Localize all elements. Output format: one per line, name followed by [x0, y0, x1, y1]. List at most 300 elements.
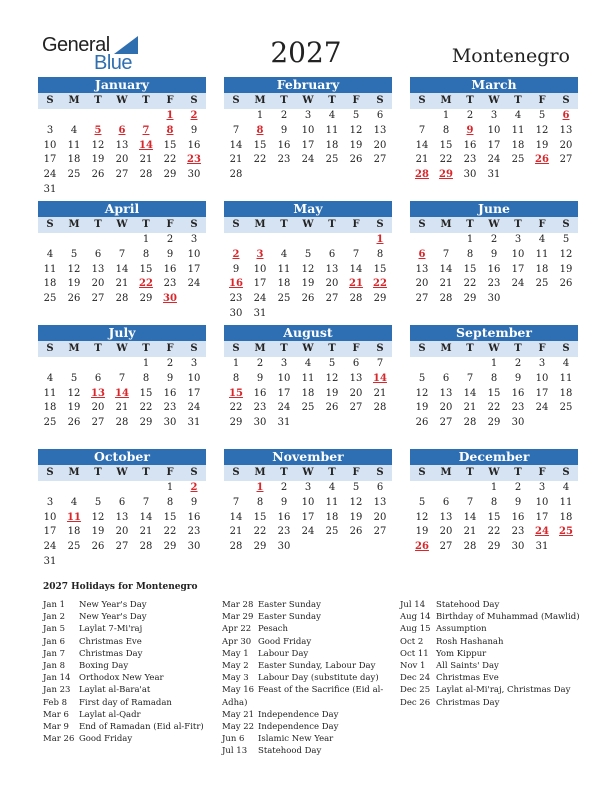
day-cell: 26 — [91, 541, 105, 553]
empty-day-cell — [86, 109, 110, 124]
day-cell: 27 — [439, 541, 453, 553]
holiday-name: Statehood Day — [258, 746, 322, 757]
holiday-name: Birthday of Muhammad (Mawlid) — [436, 612, 580, 623]
day-grid — [224, 357, 392, 431]
day-grid — [38, 109, 206, 198]
day-cell: 9 — [190, 496, 198, 508]
day-cell: 25 — [43, 417, 57, 429]
day-cell: 4 — [46, 372, 54, 384]
day-cell: 29 — [373, 293, 387, 305]
day-cell: 23 — [487, 278, 501, 290]
day-cell: 10 — [301, 124, 315, 136]
day-cell: 15 — [139, 387, 153, 399]
holiday-row — [400, 623, 580, 635]
weekday-label: W — [116, 219, 128, 230]
holiday-name-continuation: Adha) — [222, 697, 248, 708]
day-cell: 26 — [91, 169, 105, 181]
holiday-day-cell: 30 — [163, 293, 177, 305]
empty-day-cell — [134, 109, 158, 124]
holiday-date: Mar 26 — [43, 734, 75, 745]
holiday-row — [400, 660, 580, 672]
day-cell: 29 — [487, 417, 501, 429]
day-cell: 6 — [376, 110, 384, 121]
weekday-label: S — [562, 343, 570, 354]
day-cell: 25 — [43, 293, 57, 305]
day-cell: 1 — [232, 358, 240, 369]
day-cell: 7 — [418, 124, 426, 136]
month-july — [38, 325, 206, 431]
weekday-label: T — [94, 467, 102, 478]
day-cell: 10 — [187, 248, 201, 260]
holiday-day-cell: 16 — [229, 278, 243, 290]
holiday-column — [222, 599, 383, 757]
day-cell: 11 — [277, 263, 291, 275]
weekday-label: W — [488, 95, 500, 106]
day-cell: 17 — [301, 139, 315, 151]
day-cell: 19 — [415, 526, 429, 538]
day-cell: 20 — [373, 139, 387, 151]
day-cell: 5 — [70, 248, 78, 260]
day-cell: 24 — [511, 278, 525, 290]
month-header: May — [224, 201, 392, 217]
empty-day-cell — [110, 481, 134, 496]
weekday-label: T — [328, 343, 336, 354]
day-cell: 17 — [301, 511, 315, 523]
weekday-label: S — [232, 343, 240, 354]
day-cell: 31 — [487, 169, 501, 181]
holiday-row — [400, 672, 580, 684]
day-cell: 5 — [94, 496, 102, 508]
weekday-label: S — [562, 467, 570, 478]
day-cell: 20 — [439, 526, 453, 538]
day-cell: 22 — [253, 526, 267, 538]
day-cell: 10 — [301, 496, 315, 508]
weekday-label: T — [94, 219, 102, 230]
holiday-date: Mar 28 — [222, 600, 254, 610]
day-cell: 17 — [43, 526, 57, 538]
holiday-date: Dec 26 — [400, 697, 431, 708]
weekday-label: T — [514, 343, 522, 354]
day-cell: 20 — [91, 278, 105, 290]
holiday-date: May 21 — [222, 709, 255, 720]
day-cell: 18 — [301, 387, 315, 399]
day-cell: 18 — [325, 139, 339, 151]
holiday-row — [222, 660, 383, 672]
day-cell: 4 — [70, 496, 78, 508]
weekday-label: W — [116, 467, 128, 478]
holiday-row — [43, 697, 204, 709]
day-cell: 11 — [301, 372, 315, 384]
day-cell: 27 — [439, 417, 453, 429]
day-cell: 20 — [415, 278, 429, 290]
day-cell: 31 — [43, 555, 57, 567]
day-cell: 21 — [463, 402, 477, 414]
month-header: February — [224, 77, 392, 93]
holiday-day-cell: 2 — [190, 482, 198, 493]
day-cell: 16 — [187, 139, 201, 151]
day-cell: 17 — [487, 139, 501, 151]
holidays-title: 2027 Holidays for Montenegro — [43, 582, 198, 592]
holiday-date: Jan 1 — [43, 600, 66, 610]
day-cell: 27 — [373, 154, 387, 166]
holiday-row — [400, 636, 580, 648]
holiday-date: Apr 30 — [222, 636, 252, 647]
weekday-label: F — [166, 219, 174, 230]
holiday-day-cell: 22 — [373, 278, 387, 290]
empty-day-cell — [320, 233, 344, 248]
day-cell: 18 — [67, 526, 81, 538]
day-cell: 7 — [352, 248, 360, 260]
holiday-row — [43, 684, 204, 696]
holiday-name: New Year's Day — [79, 612, 147, 623]
holiday-row — [400, 611, 580, 623]
weekday-label: M — [440, 343, 452, 354]
weekday-label: T — [514, 95, 522, 106]
day-cell: 31 — [43, 183, 57, 195]
weekday-row — [410, 93, 578, 109]
day-cell: 24 — [535, 402, 549, 414]
day-cell: 30 — [511, 541, 525, 553]
day-cell: 29 — [229, 417, 243, 429]
day-cell: 3 — [304, 110, 312, 121]
month-april — [38, 201, 206, 307]
weekday-label: S — [232, 467, 240, 478]
holiday-day-cell: 8 — [166, 124, 174, 136]
day-cell: 13 — [91, 263, 105, 275]
weekday-label: T — [328, 467, 336, 478]
brand-logo — [42, 34, 142, 74]
holiday-date: Jan 5 — [43, 624, 66, 635]
day-cell: 26 — [301, 293, 315, 305]
holiday-name: Yom Kippur — [436, 648, 487, 659]
holiday-day-cell: 14 — [373, 372, 387, 384]
day-cell: 13 — [373, 124, 387, 136]
empty-day-cell — [344, 233, 368, 248]
weekday-label: S — [190, 95, 198, 106]
weekday-label: M — [254, 343, 266, 354]
day-cell: 22 — [163, 526, 177, 538]
day-cell: 28 — [139, 541, 153, 553]
day-cell: 21 — [229, 154, 243, 166]
holiday-row — [43, 611, 204, 623]
month-november — [224, 449, 392, 555]
holiday-day-cell: 24 — [535, 526, 549, 538]
weekday-label: T — [280, 467, 288, 478]
day-cell: 7 — [232, 124, 240, 136]
day-cell: 17 — [43, 154, 57, 166]
day-cell: 11 — [67, 139, 81, 151]
weekday-label: S — [562, 219, 570, 230]
weekday-label: S — [46, 219, 54, 230]
day-cell: 23 — [229, 293, 243, 305]
day-cell: 2 — [256, 358, 264, 369]
day-cell: 9 — [190, 124, 198, 136]
day-cell: 12 — [67, 263, 81, 275]
empty-day-cell — [38, 357, 62, 372]
weekday-label: F — [538, 219, 546, 230]
weekday-label: M — [440, 95, 452, 106]
weekday-row — [224, 465, 392, 481]
holiday-name: Independence Day — [258, 709, 339, 720]
holiday-row — [43, 623, 204, 635]
weekday-label: F — [166, 343, 174, 354]
day-cell: 5 — [352, 482, 360, 493]
weekday-label: W — [488, 343, 500, 354]
empty-day-cell — [272, 233, 296, 248]
holiday-day-cell: 5 — [94, 124, 102, 136]
weekday-label: T — [328, 219, 336, 230]
day-cell: 14 — [463, 511, 477, 523]
month-header: April — [38, 201, 206, 217]
day-cell: 22 — [253, 154, 267, 166]
weekday-label: W — [302, 467, 314, 478]
day-cell: 11 — [43, 263, 57, 275]
weekday-label: T — [466, 219, 474, 230]
holiday-date: May 16 — [222, 685, 255, 696]
day-cell: 12 — [325, 372, 339, 384]
day-cell: 31 — [535, 541, 549, 553]
holiday-day-cell: 6 — [118, 124, 126, 136]
holiday-date: Oct 2 — [400, 636, 424, 647]
day-cell: 8 — [232, 372, 240, 384]
day-cell: 29 — [463, 293, 477, 305]
weekday-label: S — [232, 219, 240, 230]
holiday-date: Mar 9 — [43, 721, 69, 732]
empty-day-cell — [410, 109, 434, 124]
weekday-label: S — [418, 95, 426, 106]
day-cell: 15 — [163, 139, 177, 151]
month-june — [410, 201, 578, 307]
day-cell: 1 — [490, 482, 498, 493]
empty-day-cell — [410, 357, 434, 372]
holiday-day-cell: 25 — [559, 526, 573, 538]
empty-day-cell — [86, 233, 110, 248]
day-cell: 2 — [514, 482, 522, 493]
day-cell: 19 — [67, 402, 81, 414]
day-cell: 5 — [418, 372, 426, 384]
holiday-date: Jun 6 — [222, 734, 245, 745]
weekday-label: W — [116, 95, 128, 106]
day-cell: 25 — [511, 154, 525, 166]
holiday-name: Independence Day — [258, 721, 339, 732]
day-cell: 8 — [490, 496, 498, 508]
day-cell: 27 — [559, 154, 573, 166]
weekday-row — [410, 465, 578, 481]
holiday-date: May 2 — [222, 660, 249, 671]
day-cell: 13 — [439, 387, 453, 399]
month-header: July — [38, 325, 206, 341]
empty-day-cell — [410, 233, 434, 248]
day-cell: 26 — [349, 526, 363, 538]
day-cell: 8 — [442, 124, 450, 136]
holiday-day-cell: 15 — [229, 387, 243, 399]
holiday-name: Christmas Eve — [436, 673, 499, 684]
day-grid — [224, 109, 392, 183]
weekday-label: T — [94, 95, 102, 106]
empty-day-cell — [86, 357, 110, 372]
day-cell: 1 — [166, 482, 174, 493]
holiday-row — [400, 648, 580, 660]
holiday-name: Labour Day (substitute day) — [258, 673, 379, 684]
weekday-label: S — [190, 343, 198, 354]
day-cell: 6 — [328, 248, 336, 260]
day-cell: 3 — [304, 482, 312, 493]
day-cell: 13 — [115, 139, 129, 151]
holiday-day-cell: 11 — [67, 511, 81, 523]
holiday-date: May 22 — [222, 721, 255, 732]
day-cell: 11 — [511, 124, 525, 136]
holiday-date: Mar 29 — [222, 612, 254, 623]
holiday-date: Apr 22 — [222, 624, 252, 635]
weekday-label: F — [352, 467, 360, 478]
holiday-date: Oct 11 — [400, 648, 429, 659]
day-cell: 27 — [373, 526, 387, 538]
day-cell: 6 — [442, 496, 450, 508]
day-cell: 22 — [487, 526, 501, 538]
weekday-label: W — [302, 219, 314, 230]
empty-day-cell — [110, 233, 134, 248]
holiday-day-cell: 8 — [256, 124, 264, 136]
empty-day-cell — [134, 481, 158, 496]
day-cell: 7 — [466, 372, 474, 384]
holiday-row — [43, 733, 204, 745]
day-cell: 28 — [115, 417, 129, 429]
weekday-label: T — [280, 219, 288, 230]
day-cell: 21 — [139, 526, 153, 538]
month-september — [410, 325, 578, 431]
weekday-label: M — [254, 95, 266, 106]
day-cell: 16 — [511, 511, 525, 523]
day-grid — [38, 481, 206, 570]
day-cell: 28 — [439, 293, 453, 305]
month-may — [224, 201, 392, 322]
month-header: December — [410, 449, 578, 465]
holiday-date: Jan 7 — [43, 648, 66, 659]
empty-day-cell — [62, 233, 86, 248]
day-cell: 25 — [559, 402, 573, 414]
holiday-day-cell: 1 — [376, 234, 384, 245]
holiday-day-cell: 1 — [166, 110, 174, 121]
day-cell: 7 — [142, 496, 150, 508]
day-cell: 13 — [115, 511, 129, 523]
month-header: March — [410, 77, 578, 93]
day-cell: 4 — [328, 110, 336, 121]
weekday-label: F — [352, 219, 360, 230]
day-cell: 14 — [139, 511, 153, 523]
day-cell: 24 — [187, 402, 201, 414]
day-cell: 19 — [91, 526, 105, 538]
day-cell: 12 — [67, 387, 81, 399]
weekday-label: F — [538, 343, 546, 354]
day-cell: 31 — [187, 417, 201, 429]
day-cell: 11 — [325, 496, 339, 508]
day-cell: 19 — [67, 278, 81, 290]
month-header: October — [38, 449, 206, 465]
holiday-name: Good Friday — [79, 734, 133, 745]
day-cell: 30 — [277, 541, 291, 553]
holiday-date: Aug 15 — [400, 624, 431, 635]
holiday-day-cell: 7 — [142, 124, 150, 136]
holiday-name: Christmas Day — [79, 648, 143, 659]
holiday-day-cell: 2 — [190, 110, 198, 121]
day-cell: 23 — [163, 402, 177, 414]
weekday-label: M — [254, 467, 266, 478]
day-cell: 12 — [91, 139, 105, 151]
month-header: January — [38, 77, 206, 93]
day-cell: 20 — [91, 402, 105, 414]
day-cell: 27 — [115, 169, 129, 181]
day-cell: 12 — [535, 124, 549, 136]
day-cell: 17 — [277, 387, 291, 399]
day-cell: 28 — [463, 541, 477, 553]
holiday-column — [43, 599, 204, 745]
month-october — [38, 449, 206, 570]
day-cell: 12 — [349, 124, 363, 136]
day-cell: 24 — [487, 154, 501, 166]
day-cell: 4 — [562, 482, 570, 493]
day-cell: 5 — [70, 372, 78, 384]
day-cell: 9 — [232, 263, 240, 275]
day-cell: 28 — [229, 169, 243, 181]
day-cell: 16 — [277, 511, 291, 523]
day-cell: 14 — [415, 139, 429, 151]
weekday-label: T — [514, 219, 522, 230]
weekday-row — [224, 341, 392, 357]
day-cell: 1 — [466, 234, 474, 245]
empty-day-cell — [224, 109, 248, 124]
day-cell: 26 — [349, 154, 363, 166]
month-january — [38, 77, 206, 198]
day-cell: 19 — [325, 387, 339, 399]
day-cell: 4 — [46, 248, 54, 260]
day-cell: 25 — [67, 169, 81, 181]
holiday-day-cell: 26 — [415, 541, 429, 553]
holiday-row — [222, 599, 383, 611]
day-cell: 28 — [229, 541, 243, 553]
holiday-day-cell: 3 — [256, 248, 264, 260]
month-header: November — [224, 449, 392, 465]
holiday-name: All Saints' Day — [436, 660, 499, 671]
weekday-label: T — [142, 95, 150, 106]
day-cell: 25 — [67, 541, 81, 553]
day-cell: 4 — [328, 482, 336, 493]
holiday-day-cell: 9 — [466, 124, 474, 136]
day-cell: 17 — [511, 263, 525, 275]
empty-day-cell — [62, 109, 86, 124]
day-cell: 22 — [163, 154, 177, 166]
page-title-year: 2027 — [270, 36, 342, 69]
day-cell: 10 — [277, 372, 291, 384]
holiday-day-cell: 14 — [115, 387, 129, 399]
weekday-label: T — [466, 467, 474, 478]
weekday-label: M — [68, 95, 80, 106]
holiday-day-cell: 14 — [139, 139, 153, 151]
day-cell: 28 — [139, 169, 153, 181]
day-cell: 18 — [511, 139, 525, 151]
day-cell: 3 — [490, 110, 498, 121]
day-cell: 22 — [139, 402, 153, 414]
holiday-day-cell: 29 — [439, 169, 453, 181]
day-cell: 18 — [325, 511, 339, 523]
weekday-label: S — [418, 467, 426, 478]
holiday-name: Labour Day — [258, 648, 309, 659]
brand-name-general: General — [42, 34, 110, 56]
day-cell: 15 — [439, 139, 453, 151]
day-cell: 14 — [349, 263, 363, 275]
weekday-label: S — [376, 219, 384, 230]
day-cell: 4 — [280, 248, 288, 260]
holiday-name: Pesach — [258, 624, 289, 635]
